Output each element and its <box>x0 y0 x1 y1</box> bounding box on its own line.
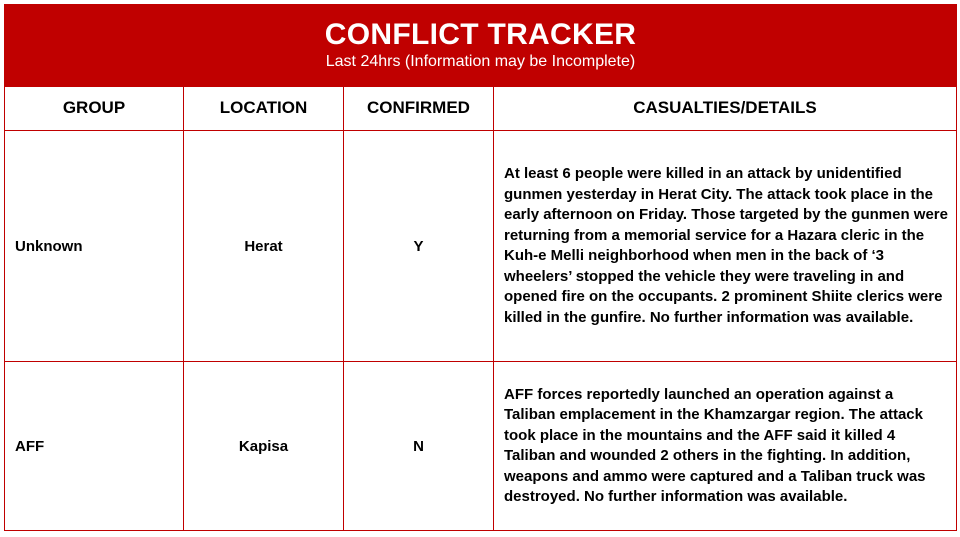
cell-confirmed: N <box>344 362 494 531</box>
column-header-confirmed: CONFIRMED <box>344 86 494 130</box>
cell-group: AFF <box>5 362 184 531</box>
table-row <box>5 362 957 531</box>
page-title: CONFLICT TRACKER <box>324 18 637 52</box>
cell-details: AFF forces reportedly launched an operation against a Taliban emplacement in the Khamzargar region. The attack took place in the mountains and the AFF said it killed 4 Taliban and wounded 2 others in the fighting. In addition, weapons and ammo were captured and a Taliban truck was destroyed. No further information was available. <box>494 362 957 531</box>
conflict-tracker-table <box>4 4 957 531</box>
page-subtitle: Last 24hrs (Information may be Incomplete) <box>325 53 636 71</box>
table-header-row <box>5 86 957 130</box>
cell-location: Herat <box>184 131 344 362</box>
cell-confirmed: Y <box>344 131 494 362</box>
cell-group: Unknown <box>5 131 184 362</box>
column-header-group: GROUP <box>5 86 184 130</box>
table-row <box>5 131 957 362</box>
cell-location: Kapisa <box>184 362 344 531</box>
cell-details: At least 6 people were killed in an attack by unidentified gunmen yesterday in Herat City. The attack took place in the early afternoon on Friday. Those targeted by the gunmen were returning from a memorial service for a Hazara cleric in the Kuh-e Melli neighborhood when men in the back of ‘3 wheelers’ stopped the vehicle they were traveling in and opened fire on the occupants. 2 prominent Shiite clerics were killed in the gunfire. No further information was available. <box>494 131 957 362</box>
column-header-location: LOCATION <box>184 86 344 130</box>
title-banner <box>5 5 957 87</box>
column-header-details: CASUALTIES/DETAILS <box>494 86 957 130</box>
